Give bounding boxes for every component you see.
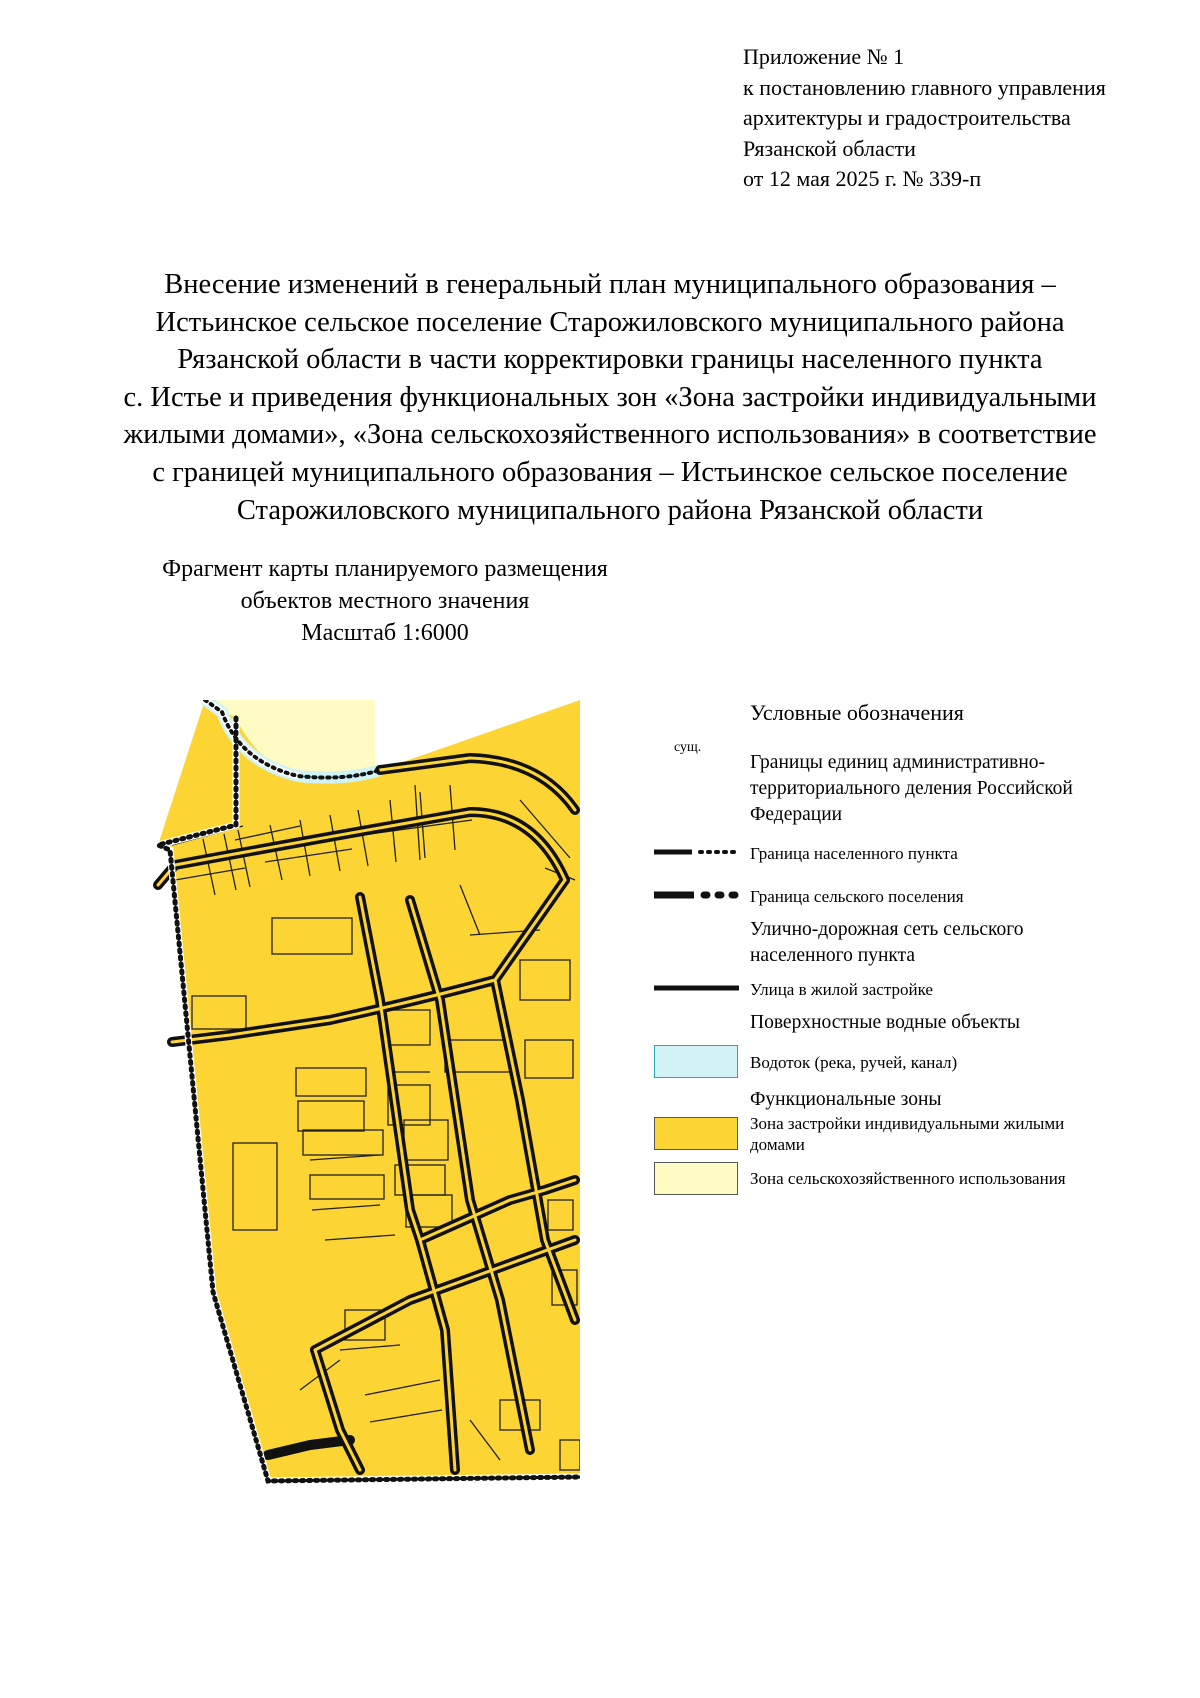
watercourse-swatch xyxy=(654,1045,738,1078)
caption-line: объектов местного значения xyxy=(240,588,530,614)
admin-section-label: Границы единиц административно-территориального деления Российской Федерации xyxy=(750,752,1073,825)
road-section-label: Улично-дорожная сеть сельского населенного пункта xyxy=(750,919,1024,966)
legend-heading: Условные обозначения xyxy=(750,700,964,725)
title-line: Старожиловского муниципального района Рязанской области xyxy=(236,494,984,526)
title-line: Истьинское сельское поселение Старожиловского муниципального района xyxy=(155,306,1065,338)
appendix-line: архитектуры и градостроительства xyxy=(743,105,1071,130)
settlement-boundary-swatch xyxy=(654,847,739,857)
caption-line: Фрагмент карты планируемого размещения xyxy=(162,556,608,582)
title-line: с границей муниципального образования – Истьинское сельское поселение xyxy=(152,456,1068,488)
residential-zone-label: Зона застройки индивидуальными жилыми домами xyxy=(750,1114,1065,1154)
title-line: Внесение изменений в генеральный план муниципального образования – xyxy=(164,269,1056,300)
appendix-line: к постановлению главного управления xyxy=(743,74,1106,100)
water-section-label: Поверхностные водные объекты xyxy=(750,1012,1021,1033)
zones-section-label: Функциональные зоны xyxy=(750,1089,942,1110)
watercourse-label: Водоток (река, ручей, канал) xyxy=(750,1053,958,1072)
title-line: жилыми домами», «Зона сельскохозяйственного использования» в соответствие xyxy=(123,419,1097,451)
residential-zone-swatch xyxy=(654,1117,738,1150)
rural-boundary-label: Граница сельского поселения xyxy=(750,887,964,906)
appendix-line: от 12 мая 2025 г. № 339-п xyxy=(743,166,982,191)
status-note: сущ. xyxy=(674,740,702,755)
title-line: с. Истье и приведения функциональных зон «Зона застройки индивидуальными xyxy=(123,381,1097,413)
street-swatch xyxy=(654,983,739,993)
street-label: Улица в жилой застройке xyxy=(750,980,933,999)
appendix-line: Рязанской области xyxy=(743,135,916,161)
settlement-boundary-label: Граница населенного пункта xyxy=(750,844,958,863)
agri-zone-label: Зона сельскохозяйственного использования xyxy=(750,1169,1066,1188)
title-line: Рязанской области в части корректировки границы населенного пункта xyxy=(177,344,1043,376)
rural-boundary-swatch xyxy=(654,890,739,900)
agri-zone-swatch xyxy=(654,1162,738,1195)
appendix-line: Приложение № 1 xyxy=(743,44,905,69)
scale-label: Масштаб 1:6000 xyxy=(301,620,469,646)
